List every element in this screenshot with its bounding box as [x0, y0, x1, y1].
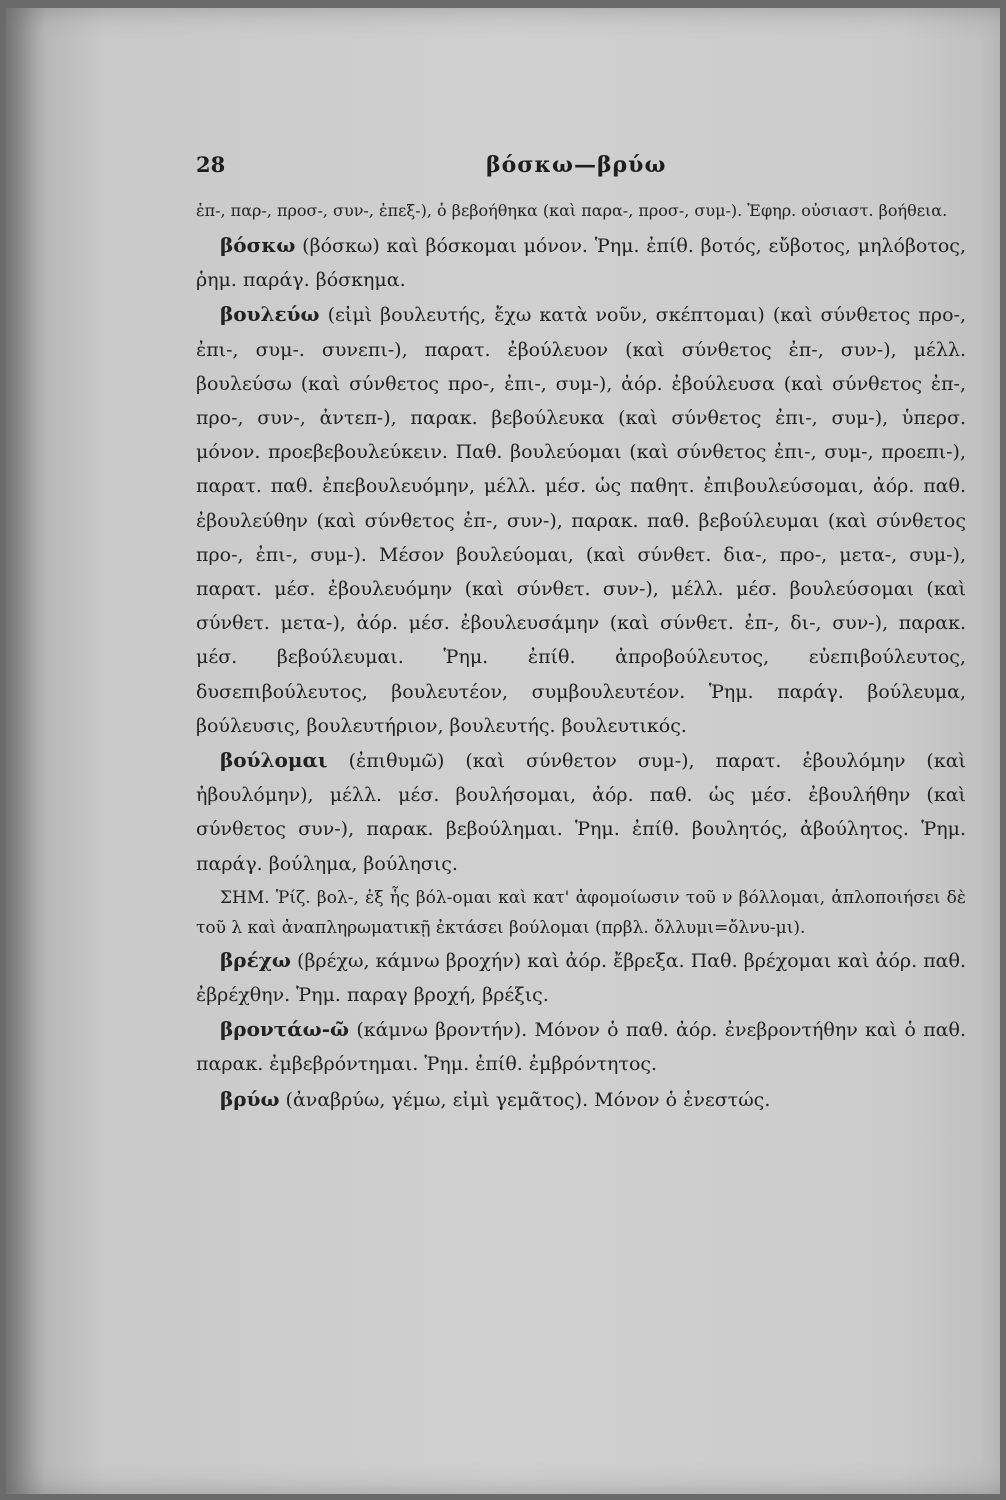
entry-body: (κάμνω βροντήν). Μόνον ὁ παθ. ἀόρ. ἐνεβροντήθην καὶ ὁ παθ. παρακ. ἐμβεβρόντημαι. Ῥημ. ἐπίθ. ἐμβρόντητος. — [196, 1019, 966, 1076]
dictionary-entry-boskw — [196, 228, 966, 297]
entry-headword: βούλομαι — [220, 748, 328, 773]
page-text — [196, 196, 966, 1117]
dictionary-entry-bruw — [196, 1082, 966, 1117]
entry-headword: βρύω — [220, 1086, 280, 1111]
continued-entry — [196, 196, 966, 226]
dictionary-entry-bouleuw — [196, 297, 966, 743]
note-body: ΣΗΜ. Ῥίζ. βολ-, ἐξ ἧς βόλ-ομαι καὶ κατ' ἀφομοίωσιν τοῦ ν βόλλομαι, ἁπλοποιήσει δὲ τοῦ λ καὶ ἀναπληρωματικῇ ἐκτάσει βούλομαι (πρβλ. ὄλλυμι=ὄλνυ-μι). — [196, 887, 966, 938]
entry-body: (εἰμὶ βουλευτής, ἔχω κατὰ νοῦν, σκέπτομαι) (καὶ σύνθετος προ-, ἐπι-, συμ-. συνεπι-), παρατ. ἐβούλευον (καὶ σύνθετος ἐπ-, συν-), μέλλ. βουλεύσω (καὶ σύνθετος προ-, ἐπι-, συμ-), ἀόρ. ἐβούλευσα (καὶ σύνθετος ἐπ-, προ-, συν-, ἀντεπ-), παρακ. βεβούλευκα (καὶ σύνθετος ἐπι-, συμ-), ὑπερσ. μόνον. προεβεβουλεύκειν. Παθ. βουλεύομαι (καὶ σύνθετος ἐπι-, συμ-, προεπι-), παρατ. παθ. ἐπεβουλευόμην, μέλλ. μέσ. ὡς παθητ. ἐπιβουλεύσομαι, ἀόρ. παθ. ἐβουλεύθην (καὶ σύνθετος ἐπ-, συν-), παρακ. παθ. βεβούλευμαι (καὶ σύνθετος προ-, ἐπι-, συμ-). Μέσον βουλεύομαι, (καὶ σύνθετ. δια-, προ-, μετα-, συμ-), παρατ. μέσ. ἐβουλευόμην (καὶ σύνθετ. συν-), μέλλ. μέσ. βουλεύσομαι (καὶ σύνθετ. μετα-), ἀόρ. μέσ. ἐβουλευσάμην (καὶ σύνθετ. ἐπ-, δι-, συν-), παρακ. μέσ. βεβούλευμαι. Ῥημ. ἐπίθ. ἀπροβούλευτος, εὐεπιβούλευτος, δυσεπιβούλευτος, βουλευτέον, συμβουλευτέον. Ῥημ. παράγ. βούλευμα, βούλευσις, βουλευτήριον, βουλευτής. βουλευτικός. — [196, 304, 966, 737]
page-number: 28 — [196, 152, 226, 177]
dictionary-entry-brexw — [196, 943, 966, 1012]
entry-headword: βόσκω — [220, 233, 296, 257]
book-page — [6, 8, 1000, 1494]
running-head: βόσκω—βρύω — [486, 152, 667, 178]
entry-headword: βροντάω-ῶ — [220, 1017, 350, 1042]
entry-headword: βουλεύω — [220, 302, 320, 327]
dictionary-entry-brontaw — [196, 1012, 966, 1081]
entry-body: (ἀναβρύω, γέμω, εἰμὶ γεμᾶτος). Μόνον ὁ ἐνεστώς. — [279, 1088, 771, 1111]
entry-body: (βρέχω, κάμνω βροχήν) καὶ ἀόρ. ἔβρεξα. Παθ. βρέχομαι καὶ ἀόρ. παθ. ἐβρέχθην. Ῥημ. παραγ βροχή, βρέξις. — [196, 949, 966, 1007]
dictionary-entry-boulomai — [196, 743, 966, 881]
page-header — [6, 152, 1000, 192]
entry-body: ἐπ-, παρ-, προσ-, συν-, ἐπεξ-), ὁ βεβοήθηκα (καὶ παρα-, προσ-, συμ-). Ἐφηρ. οὐσιαστ. βοήθεια. — [196, 201, 948, 220]
etymology-note — [196, 883, 966, 943]
entry-headword: βρέχω — [220, 947, 291, 972]
entry-body: (βόσκω) καὶ βόσκομαι μόνον. Ῥημ. ἐπίθ. βοτός, εὔβοτος, μηλόβοτος, ῥημ. παράγ. βόσκημα. — [196, 235, 966, 292]
entry-body: (ἐπιθυμῶ) (καὶ σύνθετον συμ-), παρατ. ἐβουλόμην (καὶ ἠβουλόμην), μέλλ. μέσ. βουλήσομαι, ἀόρ. παθ. ὡς μέσ. ἐβουλήθην (καὶ σύνθετος συν-), παρακ. βεβούλημαι. Ῥημ. ἐπίθ. βουλητός, ἀβούλητος. Ῥημ. παράγ. βούλημα, βούλησις. — [196, 750, 966, 875]
